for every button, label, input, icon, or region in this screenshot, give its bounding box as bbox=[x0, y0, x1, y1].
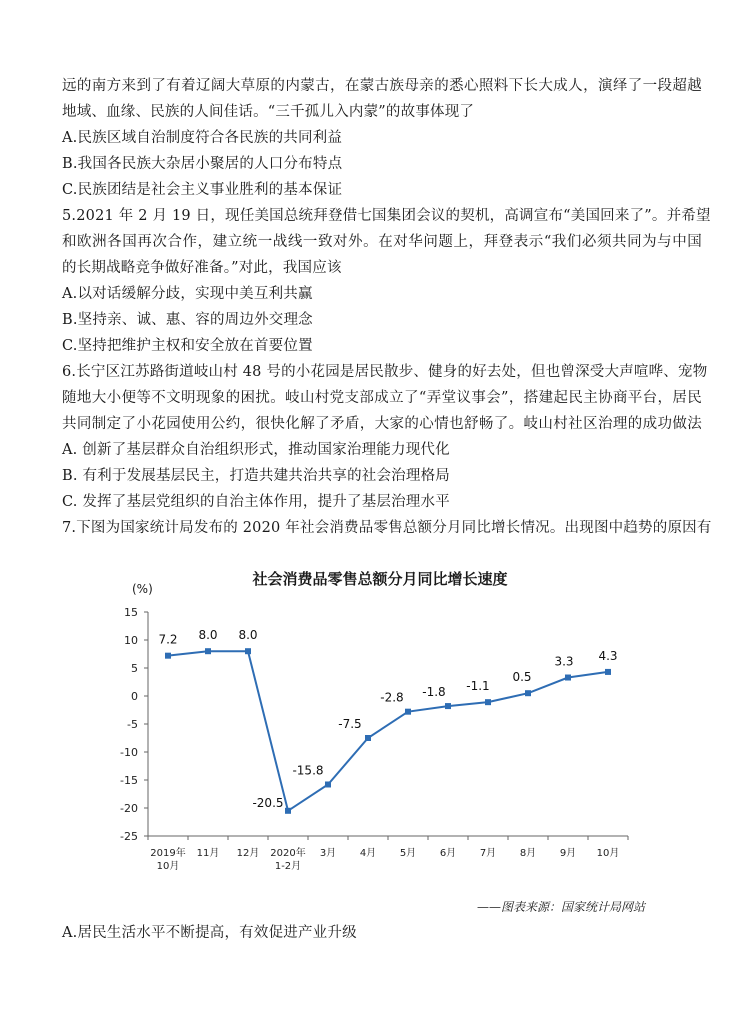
retail-growth-chart bbox=[100, 562, 660, 882]
text-line: B.我国各民族大杂居小聚居的人口分布特点 bbox=[62, 156, 343, 172]
x-tick-label: 2019年 bbox=[150, 848, 186, 859]
x-tick-label: 6月 bbox=[439, 848, 457, 859]
data-label: -1.1 bbox=[466, 679, 490, 694]
chart-plot bbox=[100, 562, 660, 882]
data-label: -1.8 bbox=[422, 685, 446, 700]
y-axis-unit: (%) bbox=[132, 582, 153, 596]
y-tick-label: 10 bbox=[124, 634, 138, 647]
x-tick-label: 5月 bbox=[399, 848, 417, 859]
x-tick-label: 7月 bbox=[479, 848, 497, 859]
chart-title: 社会消费品零售总额分月同比增长速度 bbox=[252, 570, 508, 588]
text-line: C.民族团结是社会主义事业胜利的基本保证 bbox=[62, 182, 343, 198]
text-line: 7.下图为国家统计局发布的 2020 年社会消费品零售总额分月同比增长情况。出现图中趋势的原因有 bbox=[62, 520, 712, 536]
text-line: 和欧洲各国再次合作，建立统一战线一致对外。在对华问题上，拜登表示“我们必须共同为与中国 bbox=[62, 234, 702, 250]
text-line: A. 创新了基层群众自治组织形式，推动国家治理能力现代化 bbox=[62, 442, 450, 458]
data-label: 3.3 bbox=[554, 654, 574, 669]
data-point bbox=[565, 675, 571, 681]
data-point bbox=[325, 781, 331, 787]
y-tick-label: -20 bbox=[120, 802, 138, 815]
x-tick-label: 3月 bbox=[319, 848, 337, 859]
data-label: 7.2 bbox=[158, 632, 178, 647]
text-line: A.以对话缓解分歧，实现中美互利共赢 bbox=[62, 286, 313, 302]
data-label: -20.5 bbox=[252, 795, 284, 810]
text-line: 的长期战略竞争做好准备。”对此，我国应该 bbox=[62, 260, 342, 276]
data-point bbox=[605, 669, 611, 675]
y-tick-label: -10 bbox=[120, 746, 138, 759]
x-tick-label: 2020年 bbox=[270, 848, 306, 859]
chart-source: ——图表来源：国家统计局网站 bbox=[477, 900, 646, 914]
x-tick-label: 11月 bbox=[196, 848, 220, 859]
data-label: 4.3 bbox=[598, 648, 618, 663]
data-point bbox=[365, 735, 371, 741]
data-point bbox=[285, 808, 291, 814]
data-label: 0.5 bbox=[512, 670, 532, 685]
y-tick-label: 0 bbox=[131, 690, 138, 703]
data-label: -15.8 bbox=[292, 763, 324, 778]
data-point bbox=[445, 703, 451, 709]
text-line: 6.长宁区江苏路街道岐山村 48 号的小花园是居民散步、健身的好去处，但也曾深受大声喧哗、宠物 bbox=[62, 364, 708, 380]
y-tick-label: -5 bbox=[127, 718, 138, 731]
data-label: -2.8 bbox=[380, 690, 404, 705]
x-tick-label: 12月 bbox=[236, 848, 260, 859]
text-line: 远的南方来到了有着辽阔大草原的内蒙古，在蒙古族母亲的悉心照料下长大成人，演绎了一段超越 bbox=[62, 78, 702, 94]
data-point bbox=[165, 653, 171, 659]
data-point bbox=[485, 699, 491, 705]
x-tick-label: 9月 bbox=[559, 848, 577, 859]
data-label: 8.0 bbox=[238, 628, 258, 643]
data-point bbox=[525, 690, 531, 696]
text-line: 共同制定了小花园使用公约，很快化解了矛盾，大家的心情也舒畅了。岐山村社区治理的成功做法 bbox=[62, 416, 702, 432]
x-tick-label: 10月 bbox=[156, 861, 180, 872]
text-line: 5.2021 年 2 月 19 日，现任美国总统拜登借七国集团会议的契机，高调宣布“美国回来了”。并希望 bbox=[62, 208, 711, 224]
y-tick-label: 5 bbox=[131, 662, 138, 675]
x-tick-label: 10月 bbox=[596, 848, 620, 859]
data-point bbox=[205, 648, 211, 654]
text-line: 地域、血缘、民族的人间佳话。“三千孤儿入内蒙”的故事体现了 bbox=[62, 104, 475, 120]
x-tick-label: 8月 bbox=[519, 848, 537, 859]
text-line: A.民族区域自治制度符合各民族的共同利益 bbox=[62, 130, 343, 146]
text-line: B. 有利于发展基层民主，打造共建共治共享的社会治理格局 bbox=[62, 468, 450, 484]
data-point bbox=[245, 648, 251, 654]
y-tick-label: 15 bbox=[124, 606, 138, 619]
option-a-q7: A.居民生活水平不断提高，有效促进产业升级 bbox=[62, 925, 357, 941]
text-line: C. 发挥了基层党组织的自治主体作用，提升了基层治理水平 bbox=[62, 494, 450, 510]
text-line: C.坚持把维护主权和安全放在首要位置 bbox=[62, 338, 313, 354]
y-tick-label: -15 bbox=[120, 774, 138, 787]
y-tick-label: -25 bbox=[120, 830, 138, 843]
data-label: 8.0 bbox=[198, 628, 218, 643]
text-line: B.坚持亲、诚、惠、容的周边外交理念 bbox=[62, 312, 313, 328]
text-line: 随地大小便等不文明现象的困扰。岐山村党支部成立了“弄堂议事会”，搭建起民主协商平台，居民 bbox=[62, 390, 702, 406]
data-point bbox=[405, 709, 411, 715]
data-label: -7.5 bbox=[338, 717, 362, 731]
series-line bbox=[168, 651, 608, 811]
x-tick-label: 4月 bbox=[359, 848, 377, 859]
x-tick-label: 1-2月 bbox=[274, 861, 302, 872]
